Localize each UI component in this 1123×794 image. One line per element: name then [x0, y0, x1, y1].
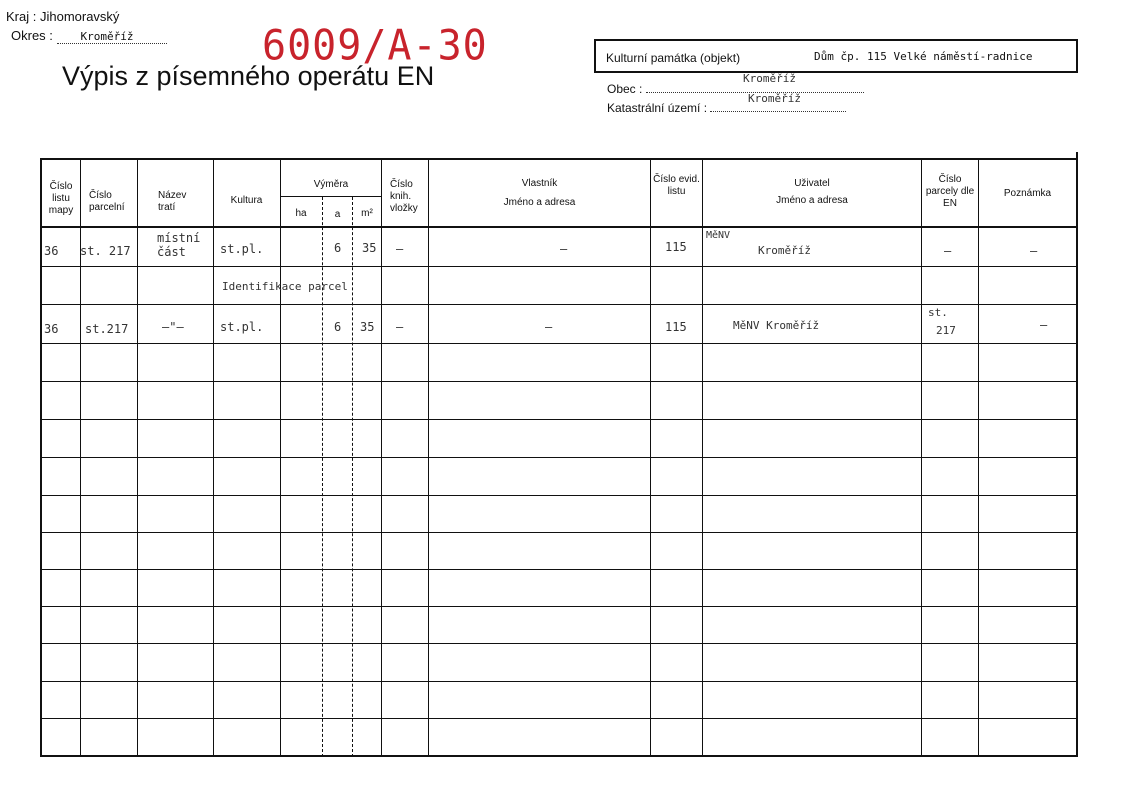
header-ha: ha [295, 208, 307, 219]
row1-a: 6 [334, 241, 342, 255]
header-m2: m² [361, 208, 373, 219]
row3-poznamka: – [1040, 318, 1048, 332]
header-a: a [334, 209, 341, 220]
okres-value: Kroměříž [57, 30, 167, 44]
katastr-label: Katastrální území : [607, 101, 708, 115]
document-title: Výpis z písemného operátu EN [62, 61, 435, 91]
monument-label: Kulturní památka (objekt) [606, 51, 741, 65]
row3-m2: 35 [360, 320, 375, 334]
monument-box [594, 39, 1078, 73]
header-nazev-trati: Název tratí [158, 190, 187, 213]
header-parcely-en: Číslo parcely dle EN [925, 174, 975, 209]
row3-a: 6 [334, 320, 342, 334]
row3-trat: –"– [162, 320, 184, 334]
row1-vlozka: – [396, 242, 404, 256]
row3-list: 36 [44, 322, 59, 336]
header-evid-listu: Číslo evid. listu [653, 174, 700, 197]
header-cislo-listu: Číslo listu mapy [48, 181, 74, 216]
row2-identifikace: Identifikace parcel [222, 280, 348, 293]
row3-parcela-en-2: 217 [936, 324, 956, 337]
row1-m2: 35 [362, 241, 377, 255]
kraj-label: Kraj : [6, 9, 37, 24]
obec-label: Obec : [607, 82, 643, 96]
monument-value: Dům čp. 115 Velké náměstí-radnice [814, 50, 1033, 63]
row3-parcela-en-1: st. [928, 306, 948, 319]
katastr-value: Kroměříž [748, 92, 801, 105]
obec-value: Kroměříž [743, 72, 796, 85]
row1-evid: 115 [665, 240, 687, 254]
header-poznamka: Poznámka [1003, 188, 1052, 199]
row1-parcela: st. 217 [80, 244, 131, 258]
kraj-line [6, 9, 119, 24]
row3-kultura: st.pl. [220, 320, 264, 334]
document-stamp-number: 6009/A-30 [262, 21, 488, 71]
row1-parcela-en: – [944, 244, 952, 258]
header-vymera: Výměra [313, 179, 349, 190]
row1-poznamka: – [1030, 244, 1038, 258]
okres-line [11, 28, 167, 44]
obec-line [607, 82, 864, 96]
header-kultura: Kultura [230, 195, 263, 206]
header-cislo-parcelni: Číslo parcelní [89, 190, 125, 213]
header-uzivatel: Uživatel [794, 178, 830, 189]
row1-uzivatel-2: Kroměříž [758, 244, 811, 257]
kraj-value: Jihomoravský [39, 9, 120, 24]
okres-label: Okres : [11, 28, 53, 43]
row1-list: 36 [44, 244, 59, 258]
row3-vlozka: – [396, 320, 404, 334]
row1-trat: místní část [157, 231, 201, 259]
header-vlastnik-sub: Jméno a adresa [503, 197, 576, 208]
row1-vlastnik: – [560, 242, 568, 256]
row3-evid: 115 [665, 320, 687, 334]
row3-vlastnik: – [545, 320, 553, 334]
row1-uzivatel-1: MěNV [706, 230, 731, 241]
row3-uzivatel: MěNV Kroměříž [733, 319, 820, 332]
katastr-line [607, 101, 846, 115]
row1-kultura: st.pl. [220, 242, 264, 256]
row3-parcela: st.217 [85, 322, 129, 336]
header-knih-vlozky: Číslo knih. vložky [390, 179, 418, 214]
header-uzivatel-sub: Jméno a adresa [776, 195, 848, 206]
header-vlastnik: Vlastník [521, 178, 558, 189]
